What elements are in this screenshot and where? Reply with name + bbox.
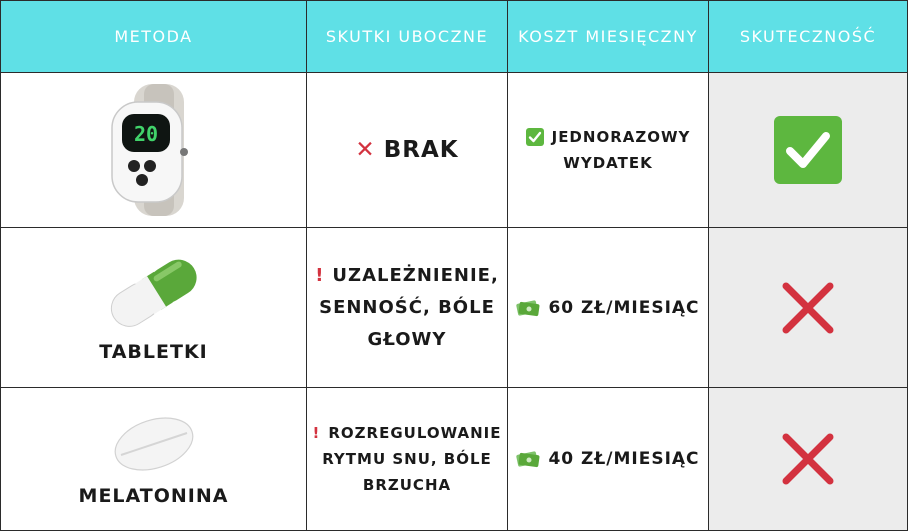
row2-side-line3: GŁOWY xyxy=(367,328,447,350)
header-skutecznosc: SKUTECZNOŚĆ xyxy=(709,0,908,73)
row2-method-cell xyxy=(0,228,307,388)
cross-icon xyxy=(778,278,838,338)
row3-side-line2: RYTMU SNU, BÓLE xyxy=(322,450,492,468)
row3-method-cell xyxy=(0,388,307,531)
row2-effectiveness-cell xyxy=(709,228,908,388)
sleep-device-icon xyxy=(104,80,204,220)
header-koszt-miesieczny: KOSZT MIESIĘCZNY xyxy=(508,0,709,73)
exclamation-icon: ! xyxy=(315,264,325,286)
row1-cost-cell xyxy=(508,73,709,228)
cross-mark-icon: ✕ xyxy=(355,137,376,163)
row3-cost-text: 40 ZŁ/MIESIĄC xyxy=(548,449,700,469)
row3-side-line1: ROZREGULOWANIE xyxy=(328,424,502,442)
device-display-value: 20 xyxy=(133,122,158,146)
row1-side-effects-cell xyxy=(307,73,508,228)
row2-method-label: TABLETKI xyxy=(99,340,208,363)
row1-method-cell xyxy=(0,73,307,228)
tablet-pill-icon xyxy=(109,411,199,477)
row3-method-label: MELATONINA xyxy=(78,485,229,507)
exclamation-icon: ! xyxy=(312,424,321,442)
row3-side-line3: BRZUCHA xyxy=(362,476,452,494)
header-skutki-uboczne: SKUTKI UBOCZNE xyxy=(307,0,508,73)
row1-cost-line1: JEDNORAZOWY xyxy=(551,128,691,146)
row3-side-effects-cell xyxy=(307,388,508,531)
row1-effectiveness-cell xyxy=(709,73,908,228)
check-icon xyxy=(774,116,842,184)
money-icon xyxy=(516,299,540,317)
row2-side-line1: UZALEŻNIENIE, xyxy=(332,264,499,286)
row2-side-line2: SENNOŚĆ, BÓLE xyxy=(319,296,495,318)
cross-icon xyxy=(778,429,838,489)
row3-cost-cell xyxy=(508,388,709,531)
row2-cost-text: 60 ZŁ/MIESIĄC xyxy=(548,297,700,318)
green-check-box-icon xyxy=(526,128,544,146)
row1-side-effects-text: BRAK xyxy=(383,137,459,163)
capsule-pill-icon xyxy=(99,253,209,333)
row2-side-effects-cell xyxy=(307,228,508,388)
money-icon xyxy=(516,450,540,468)
header-metoda: METODA xyxy=(0,0,307,73)
row2-cost-cell xyxy=(508,228,709,388)
row1-cost-line2: WYDATEK xyxy=(563,154,653,172)
row3-effectiveness-cell xyxy=(709,388,908,531)
